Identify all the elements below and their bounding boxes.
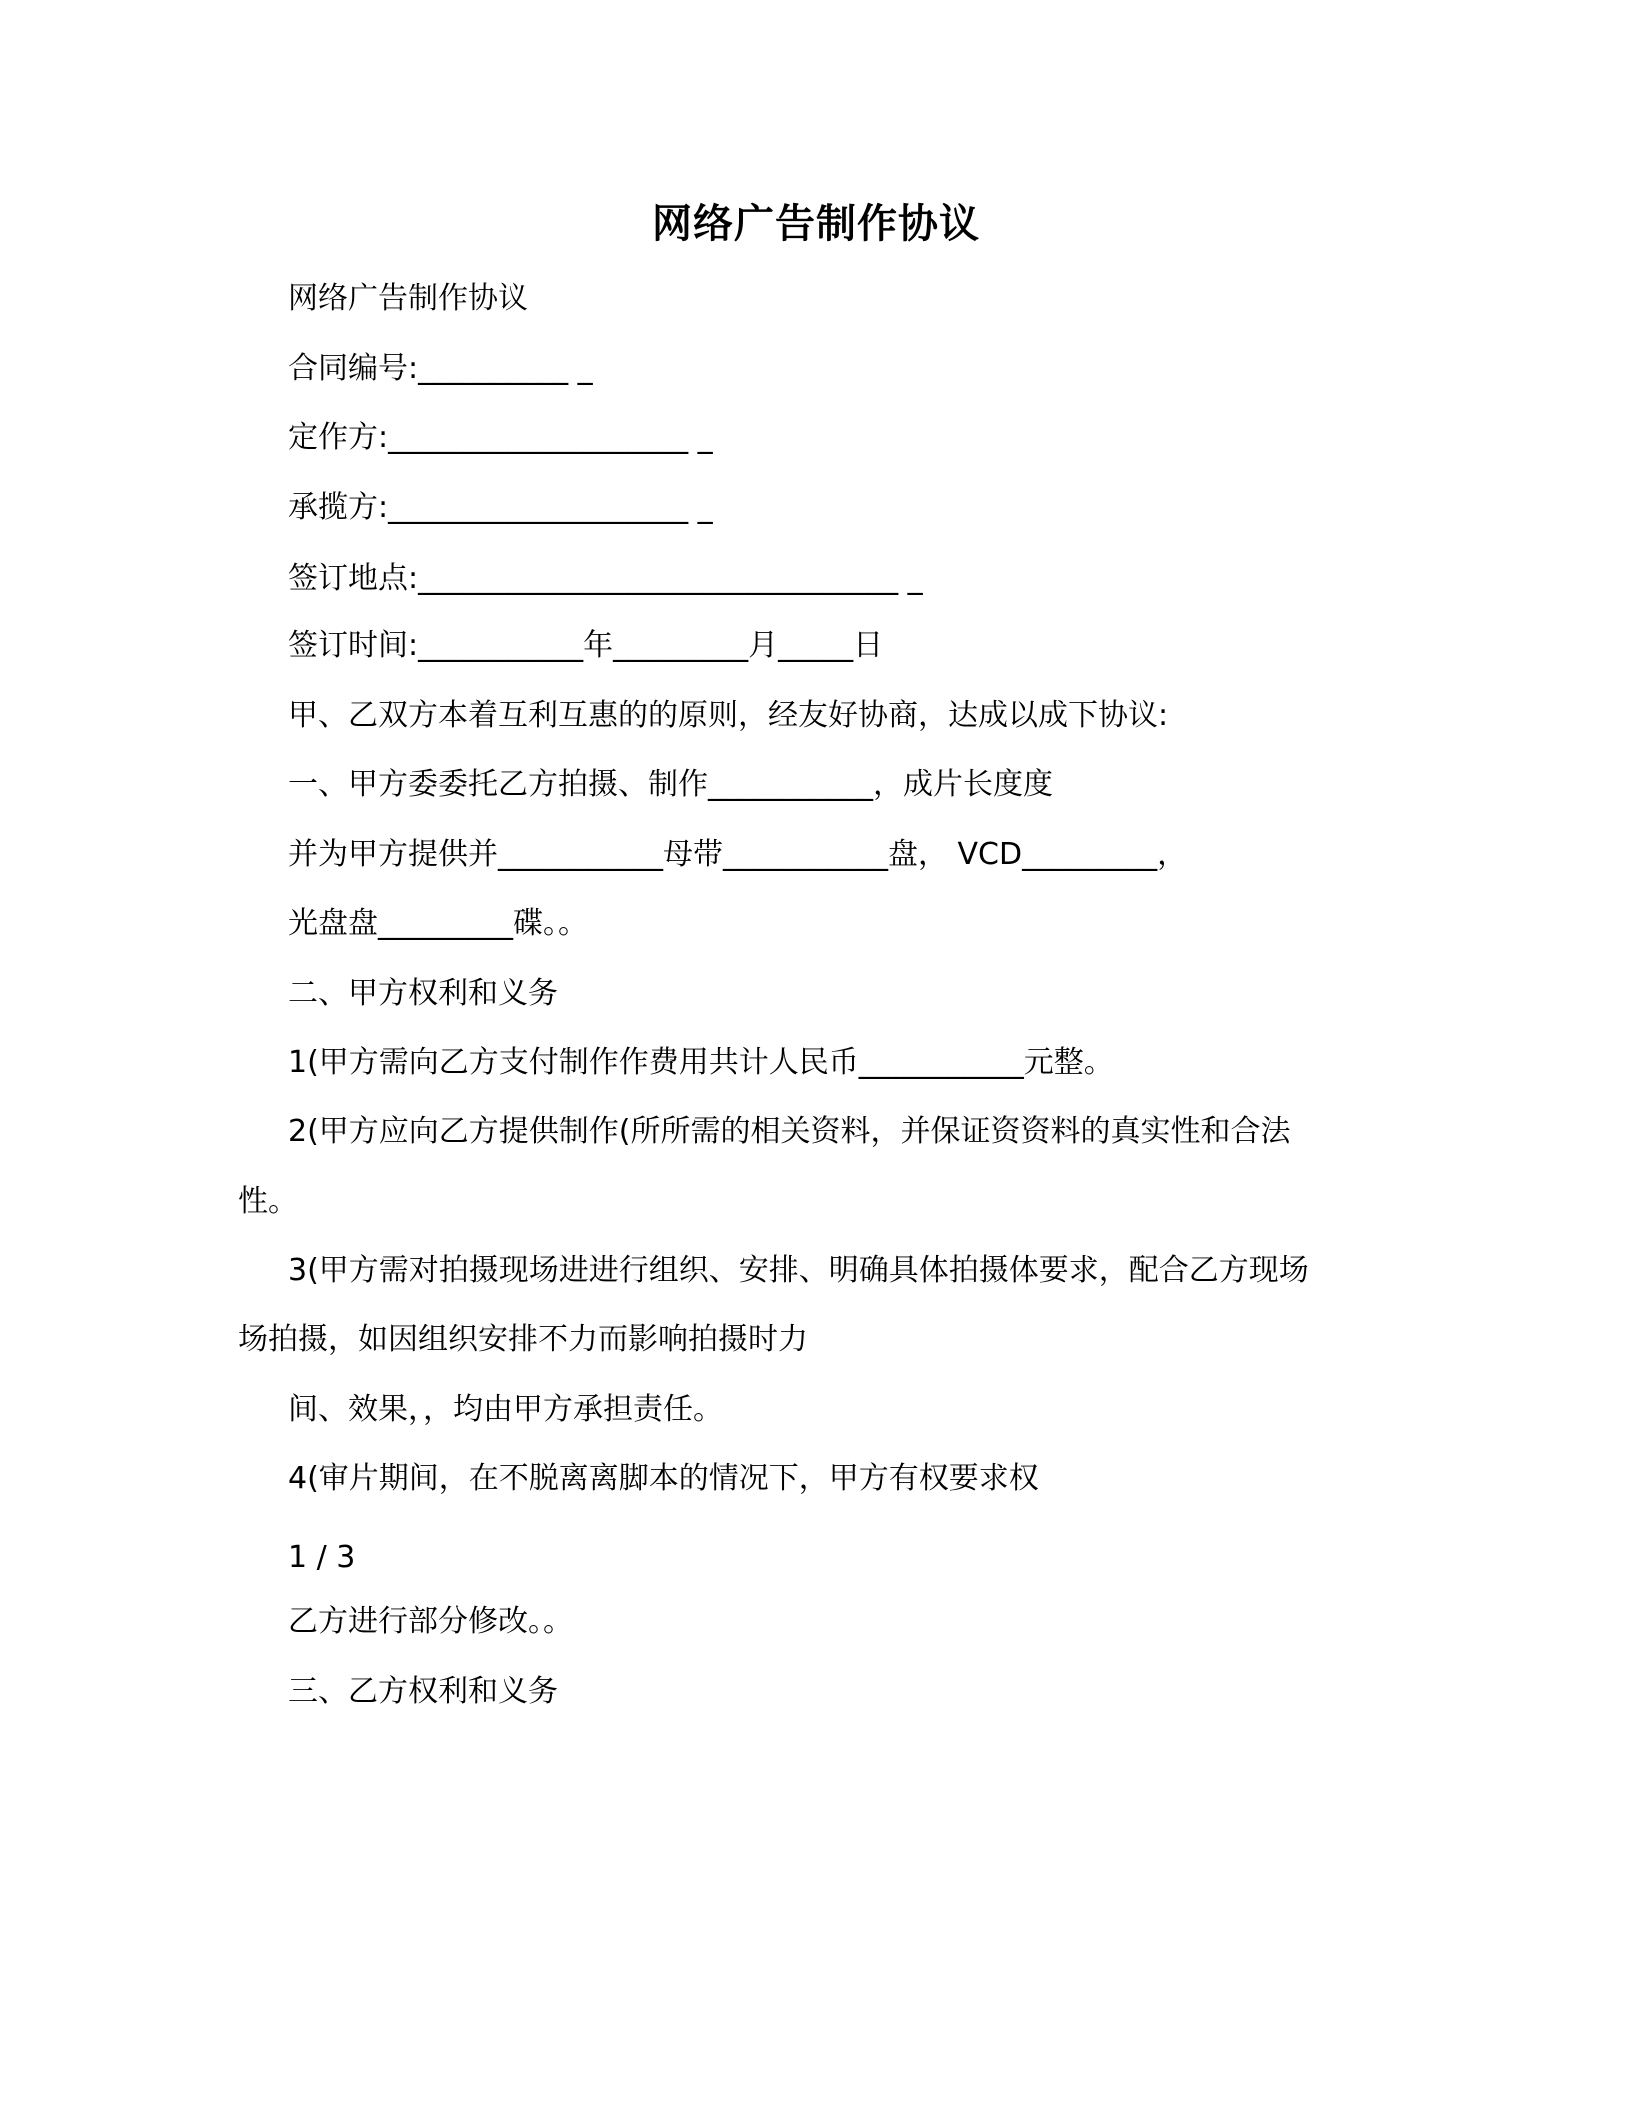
- preamble-line: 甲、乙双方本着互利互惠的的原则，经友好协商，达成以成下协议:: [288, 698, 1169, 733]
- signing-date-line: 签订时间:___________年_________月_____日: [288, 628, 884, 663]
- section-3-heading: 三、乙方权利和义务: [288, 1674, 558, 1709]
- item-3-line-3: 间、效果，，均由甲方承担责任。: [288, 1392, 723, 1427]
- contractor-line: 承揽方:____________________ _: [288, 490, 713, 525]
- page-number: 1 / 3: [288, 1540, 356, 1575]
- item-4-line-1: 4(审片期间，在不脱离离脚本的情况下，甲方有权要求权: [288, 1461, 1039, 1496]
- item-2-line-2: 性。: [238, 1184, 298, 1219]
- item-3-line-1: 3(甲方需对拍摄现场进进行组织、安排、明确具体拍摄体要求，配合乙方现场: [288, 1253, 1309, 1288]
- item-3-line-2: 场拍摄，如因组织安排不力而影响拍摄时力: [238, 1322, 808, 1357]
- section-2-heading: 二、甲方权利和义务: [288, 976, 558, 1011]
- clause-1-line-3: 光盘盘_________碟。。: [288, 906, 588, 941]
- subtitle-line: 网络广告制作协议: [288, 281, 528, 316]
- document-title: 网络广告制作协议: [652, 201, 980, 247]
- item-4-line-2: 乙方进行部分修改。。: [288, 1604, 573, 1639]
- item-2-line-1: 2(甲方应向乙方提供制作(所所需的相关资料，并保证资资料的真实性和合法: [288, 1114, 1291, 1149]
- clause-1-line-1: 一、甲方委委托乙方拍摄、制作___________，成片长度度: [288, 767, 1053, 802]
- item-1-line: 1(甲方需向乙方支付制作作费用共计人民币___________元整。: [288, 1045, 1114, 1080]
- contract-number-line: 合同编号:__________ _: [288, 351, 593, 386]
- signing-place-line: 签订地点:________________________________ _: [288, 561, 923, 596]
- clause-1-line-2: 并为甲方提供并___________母带___________盘， VCD_________，: [288, 837, 1188, 872]
- orderer-line: 定作方:____________________ _: [288, 420, 713, 455]
